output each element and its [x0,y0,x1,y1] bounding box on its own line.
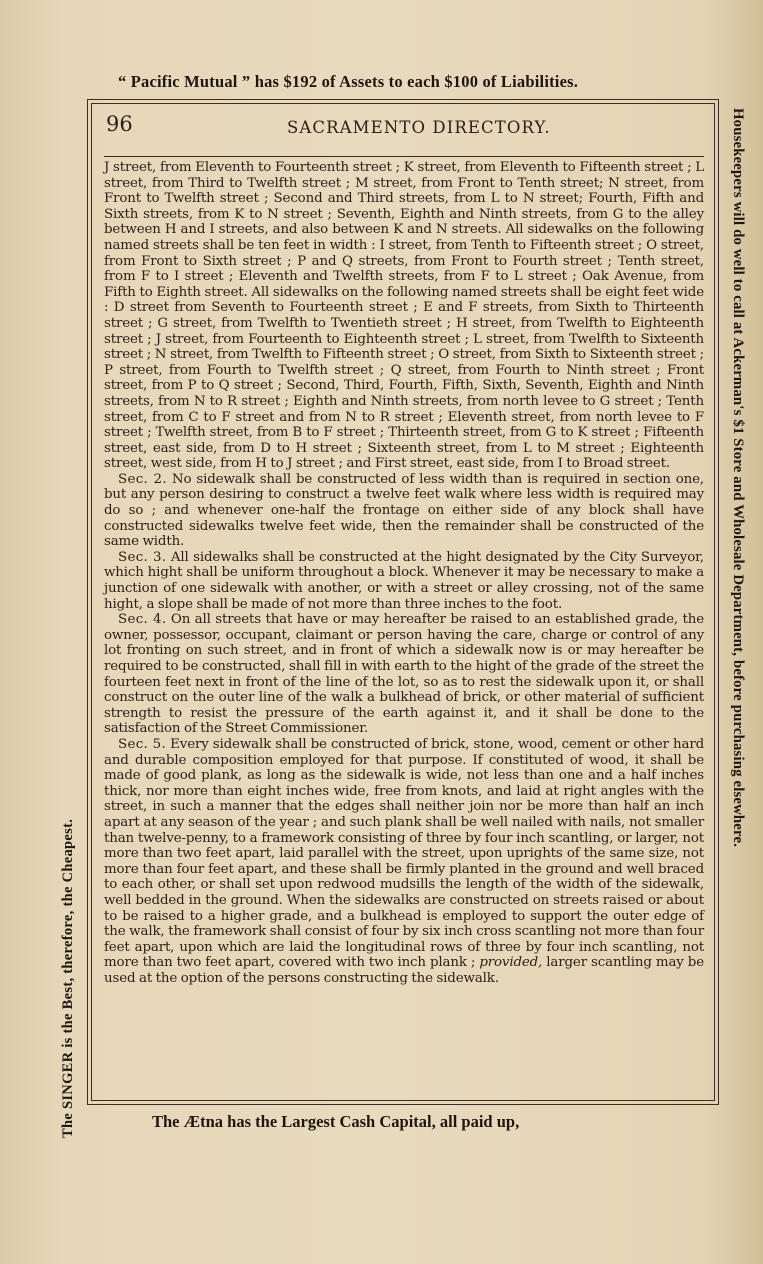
right-margin-advertisement: Housekeepers will do well to call at Ackerman's $1 Store and Wholesale Department, before purchasing elsewhere. [730,108,746,848]
section-label: Sec. 4. [118,612,167,628]
ordinance-text [104,160,704,986]
page-header [104,106,704,157]
paragraph-text: All sidewalks shall be constructed at the hight designated by the City Surveyor, which hight shall be uniform throughout a block. Whenever it may be necessary to make a junction of one sidewalk with another, or with a street or alley crossing, not of the same hight, a slope shall be made of not more than three inches to the foot. [104,549,705,612]
paragraph-text: No sidewalk shall be constructed of less width than is required in section one, but any person desiring to construct a twelve feet walk where less width is required may do so ; and whenever one-half the frontage on either side of any block shall have constructed sidewalks twelve feet wide, then the remainder shall be constructed of the same width. [104,471,704,550]
paragraph-text-end: larger scantling may be used at the option of the persons constructing the sidewalk. [104,955,704,986]
page-number: 96 [106,112,133,136]
paragraph-text: Every sidewalk shall be constructed of brick, stone, wood, cement or other hard and durable composition employed for that purpose. If constituted of wood, it shall be made of good plank, as long as the sidewalk is wide, not less than one and a half inches thick, nor more than eight inches wide, free from knots, and laid at right angles with the street, in such a manner that the edges shall neither join nor be more than half an inch apart at any season of the year ; and such plank shall be well nailed with nails, not smaller than twelve-penny, to a framework consisting of three by four inch scantling, or larger, not more than two feet apart, laid parallel with the street, upon uprights of the same size, not more than four feet apart, and these shall be firmly planted in the ground and well braced to each other, or shall set upon redwood mudsills the length of the width of the sidewalk, well bedded in the ground. When the sidewalks are constructed on streets raised or about to be raised to a higher grade, and a bulkhead is employed to support the outer edge of the walk, the framework shall consist of four by six inch cross scantling not more than four feet apart, upon which are laid the longitudinal rows of three by four inch scantling, not more than two feet apart, covered with two inch plank ; [104,736,704,971]
paragraph-sec-3 [104,550,704,612]
section-label: Sec. 3. [118,549,167,565]
section-label: Sec. 2. [118,471,167,487]
italic-proviso: provided, [479,955,543,971]
paragraph-sec-4 [104,612,704,737]
paragraph-sec-2 [104,472,704,550]
top-advertisement: “ Pacific Mutual ” has $192 of Assets to each $100 of Liabilities. [118,72,579,91]
paragraph-text: On all streets that have or may hereafter be raised to an established grade, the owner, possessor, occupant, claimant or person having the care, charge or control of any lot fronting on such street, and in front of which a sidewalk now is or may hereafter be required to be constructed, shall fill in with earth to the hight of the grade of the street the fourteen feet next in front of the line of the lot, so as to rest the sidewalk upon it, or shall construct on the outer line of the walk a bulkhead of brick, or other material of sufficient strength to resist the pressure of the earth against it, and it shall be done to the satisfaction of the Street Commissioner. [104,612,704,737]
paragraph-sec-5 [104,737,704,987]
running-title: SACRAMENTO DIRECTORY. [287,118,551,137]
section-label: Sec. 5. [118,736,167,752]
paragraph-street-list [104,160,704,472]
paragraph-text: J street, from Eleventh to Fourteenth street ; K street, from Eleventh to Fifteenth street ; L street, from Third to Twelfth street ; M street, from Front to Tenth street; N street, from Front to Twelfth street ; Second and Third streets, from L to N street; Fourth, Fifth and Sixth streets, from K to N street ; Seventh, Eighth and Ninth streets, from G to the alley between H and I streets, and also between K and N streets. All sidewalks on the following named streets shall be ten feet in width : I street, from Tenth to Fifteenth street ; O street, from Front to Sixth street ; P and Q streets, from Front to Fourth street ; Tenth street, from F to I street ; Eleventh and Twelfth streets, from F to L street ; Oak Avenue, from Fifth to Eighth street. All sidewalks on the following named streets shall be eight feet wide : D street from Seventh to Fourteenth street ; E and F streets, from Sixth to Thirteenth street ; G street, from Twelfth to Twentieth street ; H street, from Twelfth to Eighteenth street ; J street, from Fourteenth to Eighteenth street ; L street, from Twelfth to Sixteenth street ; N street, from Twelfth to Fifteenth street ; O street, from Sixth to Sixteenth street ; P street, from Fourth to Twelfth street ; Q street, from Fourth to Ninth street ; Front street, from P to Q street ; Second, Third, Fourth, Fifth, Sixth, Seventh, Eighth and Ninth streets, from N to R street ; Eighth and Ninth streets, from north levee to G street ; Tenth street, from C to F street and from N to R street ; Eleventh street, from north levee to F street ; Twelfth street, from B to F street ; Thirteenth street, from G to K street ; Fifteenth street, east side, from D to H street ; Sixteenth street, from L to M street ; Eighteenth street, west side, from H to J street ; and First street, east side, from I to Broad street. [104,160,704,472]
bottom-advertisement: The Ætna has the Largest Cash Capital, all paid up, [152,1112,520,1131]
left-margin-advertisement: The SINGER is the Best, therefore, the Cheapest. [60,818,76,1138]
